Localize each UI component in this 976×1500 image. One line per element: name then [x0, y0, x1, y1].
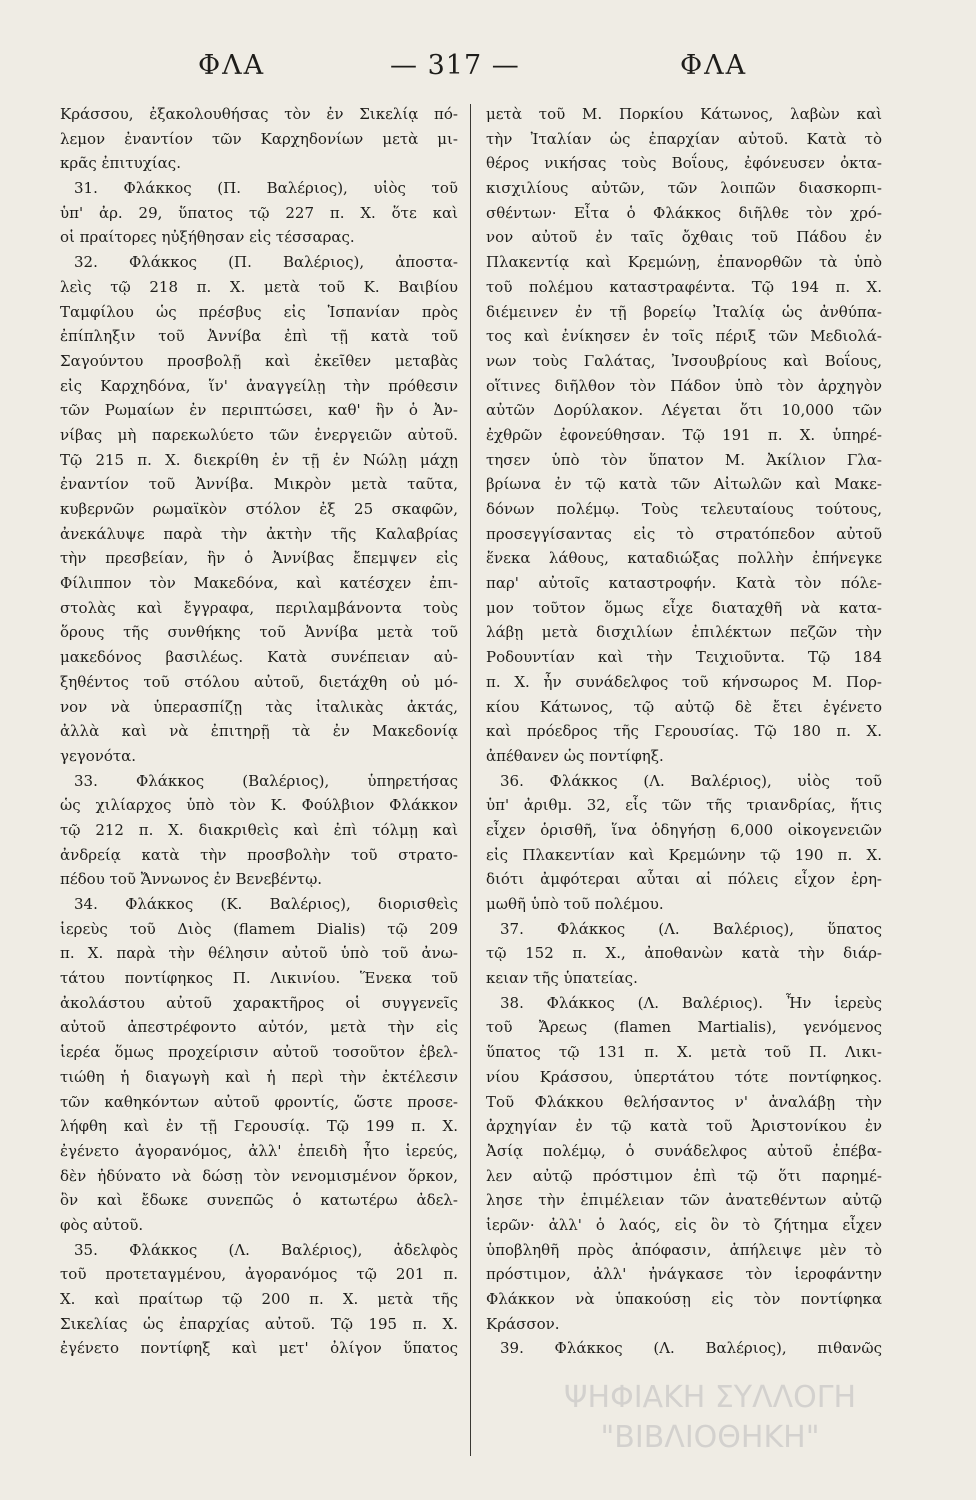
text-line: νίβας μὴ παρεκωλύετο τῶν ἐνεργειῶν αὐτοῦ. — [60, 425, 458, 444]
text-line: νον νὰ ὑπερασπίζῃ τὰς ἰταλικὰς ἀκτάς, — [60, 697, 458, 716]
text-line: ἕνεκα λάθους, καταδιώξας πολλὴν ἐπήνεγκε — [486, 549, 882, 568]
text-line: ἀνδρείᾳ κατὰ τὴν προσβολὴν τοῦ στρατο- — [60, 845, 458, 864]
text-line: π. Χ. παρὰ τὴν θέλησιν αὐτοῦ ὑπὸ τοῦ ἀνω- — [60, 944, 458, 963]
text-line: Πλακεντίᾳ καὶ Κρεμώνῃ, ἐπανορθῶν τὰ ὑπὸ — [486, 253, 882, 272]
text-line: 32. Φλάκκος (Π. Βαλέριος), ἀποστα- — [74, 253, 458, 272]
text-line: μακεδόνος βασιλέως. Κατὰ συνέπειαν αὐ- — [60, 648, 458, 667]
text-line: ἀνεκάλυψε παρὰ τὴν ἀκτὴν τῆς Καλαβρίας — [60, 524, 458, 543]
text-line: τὴν πρεσβείαν, ἣν ὁ Ἀννίβας ἔπεμψεν εἰς — [60, 549, 458, 568]
header-right-word: ΦΛΑ — [680, 50, 748, 81]
text-line: 31. Φλάκκος (Π. Βαλέριος), υἱὸς τοῦ — [74, 179, 458, 198]
text-line: μον τοῦτον ὅμως εἶχε διαταχθῆ νὰ κατα- — [486, 598, 882, 617]
text-line: κυβερνῶν ρωμαϊκὸν στόλον ἐξ 25 σκαφῶν, — [60, 500, 458, 518]
text-line: αὐτῶν Δορύλακον. Λέγεται ὅτι 10,000 τῶν — [486, 401, 882, 420]
text-line: ἐχθρῶν ἐφονεύθησαν. Τῷ 191 π. Χ. ὑπηρέ- — [486, 425, 882, 444]
text-line: λεν αὐτῷ πρόστιμον ἐπὶ τῷ ὅτι παρημέ- — [486, 1166, 882, 1185]
text-line: ὃν καὶ ἔδωκε συνεπῶς ὁ κατωτέρω ἀδελ- — [60, 1191, 458, 1210]
text-line: 33. Φλάκκος (Βαλέριος), ὑπηρετήσας — [74, 771, 458, 790]
text-line: τῶν καθηκόντων αὐτοῦ φροντίς, ὥστε προσε- — [60, 1092, 458, 1111]
text-line: τῷ 152 π. Χ., ἀποθανὼν κατὰ τὴν διάρ- — [486, 944, 882, 963]
text-line: ἀκολάστου αὐτοῦ χαρακτῆρος οἱ συγγενεῖς — [60, 993, 458, 1012]
page-header — [80, 50, 920, 96]
text-line: νον αὐτοῦ ἐν ταῖς ὄχθαις τοῦ Πάδου ἐν — [486, 228, 882, 247]
text-line: 38. Φλάκκος (Λ. Βαλέριος). Ἦν ἱερεὺς — [500, 993, 882, 1012]
text-line: ἐγένετο ἀγορανόμος, ἀλλ' ἐπειδὴ ἦτο ἱερεύς, — [60, 1141, 458, 1160]
text-line: δόνων πολέμῳ. Τοὺς τελευταίους τούτους, — [486, 500, 882, 518]
text-line: Κράσσον. — [486, 1314, 560, 1333]
text-line: κισχιλίους αὐτῶν, τῶν λοιπῶν διασκορπι- — [486, 179, 882, 198]
text-line: στολὰς καὶ ἔγγραφα, περιλαμβάνοντα τοὺς — [60, 598, 458, 617]
text-line: ἐγένετο ποντίφηξ καὶ μετ' ὀλίγον ὕπατος — [60, 1339, 458, 1358]
text-line: Σαγούντου προσβολῇ καὶ ἐκεῖθεν μεταβὰς — [60, 351, 458, 370]
text-line: ὑπ' ἀριθμ. 32, εἷς τῶν τῆς τριανδρίας, ἥτις — [486, 796, 882, 815]
text-line: λησε τὴν ἐπιμέλειαν τῶν ἀνατεθέντων αὐτῷ — [486, 1191, 882, 1210]
text-line: 36. Φλάκκος (Λ. Βαλέριος), υἱὸς τοῦ — [500, 771, 882, 790]
text-line: ξηθέντος τοῦ στόλου αὐτοῦ, διετάχθη οὐ μό- — [60, 672, 458, 691]
text-line: τοῦ προτεταγμένου, ἀγορανόμος τῷ 201 π. — [60, 1265, 458, 1284]
text-line: ἀρχηγίαν ἐν τῷ κατὰ τοῦ Ἀριστονίκου ἐν — [486, 1117, 882, 1136]
left-column — [60, 102, 458, 1472]
text-line: μετὰ τοῦ Μ. Πορκίου Κάτωνος, λαβὼν καὶ — [486, 105, 882, 123]
text-line: αὐτοῦ ἀπεστρέφοντο αὐτόν, μετὰ τὴν εἰς — [60, 1018, 458, 1037]
text-line: 35. Φλάκκος (Λ. Βαλέριος), ἀδελφὸς — [74, 1240, 458, 1259]
text-line: κίου Κάτωνος, τῷ αὐτῷ δὲ ἔτει ἐγένετο — [486, 697, 882, 716]
header-left-word: ΦΛΑ — [198, 50, 266, 81]
text-line: λάβῃ μετὰ δισχιλίων ἐπιλέκτων πεζῶν τὴν — [486, 623, 882, 642]
text-line: διότι ἀμφότεραι αὗται αἱ πόλεις εἶχον ἐρη- — [486, 870, 882, 889]
text-line: κρᾶς ἐπιτυχίας. — [60, 154, 181, 173]
text-line: τος καὶ ἐνίκησεν ἐν τοῖς πέριξ τῶν Μεδιολά- — [486, 327, 882, 346]
text-line: ἀλλὰ καὶ νὰ ἐπιτηρῇ τὰ ἐν Μακεδονίᾳ — [60, 722, 458, 741]
text-line: εἶχεν ὁρισθῆ, ἵνα ὁδηγήσῃ 6,000 οἰκογενειῶν — [486, 820, 882, 839]
text-line: φὸς αὐτοῦ. — [60, 1215, 144, 1234]
text-line: λεμον ἐναντίον τῶν Καρχηδονίων μετὰ μι- — [60, 129, 458, 148]
text-line: ἐπίπληξιν τοῦ Ἀννίβα ἐπὶ τῇ κατὰ τοῦ — [60, 327, 458, 346]
watermark-line-1: ΨΗΦΙΑΚΗ ΣΥΛΛΟΓΗ — [563, 1380, 857, 1415]
text-line: οἱ πραίτορες ηὐξήθησαν εἰς τέσσαρας. — [60, 228, 355, 247]
text-line: 34. Φλάκκος (Κ. Βαλέριος), διορισθεὶς — [74, 895, 458, 913]
text-line: λήφθη καὶ ἐν τῇ Γερουσίᾳ. Τῷ 199 π. Χ. — [60, 1117, 458, 1136]
text-line: ὅρους τῆς συνθήκης τοῦ Ἀννίβα μετὰ τοῦ — [60, 623, 458, 642]
text-line: 39. Φλάκκος (Λ. Βαλέριος), πιθανῶς — [500, 1339, 882, 1358]
text-line: Χ. καὶ πραίτωρ τῷ 200 π. Χ. μετὰ τῆς — [60, 1290, 458, 1308]
text-line: τιώθη ἡ διαγωγὴ καὶ ἡ περὶ τὴν ἐκτέλεσιν — [60, 1067, 458, 1086]
page-number: — 317 — — [390, 50, 520, 81]
text-line: τησεν ὑπὸ τὸν ὕπατον Μ. Ἀκίλιον Γλα- — [486, 450, 882, 469]
text-line: τῶν Ρωμαίων ἐν περιπτώσει, καθ' ἣν ὁ Ἀν- — [60, 401, 458, 420]
text-line: π. Χ. ἦν συνάδελφος τοῦ κήνσωρος Μ. Πορ- — [486, 672, 882, 691]
text-line: ἀπέθανεν ὡς ποντίφηξ. — [486, 746, 664, 765]
text-line: ὡς χιλίαρχος ὑπὸ τὸν Κ. Φούλβιον Φλάκκον — [60, 796, 458, 815]
text-line: τῷ 212 π. Χ. διακριθεὶς καὶ ἐπὶ τόλμῃ καὶ — [60, 820, 458, 839]
text-line: τὴν Ἰταλίαν ὡς ἐπαρχίαν αὐτοῦ. Κατὰ τὸ — [486, 129, 882, 148]
text-line: πρόστιμον, ἀλλ' ἠνάγκασε τὸν ἱεροφάντην — [486, 1265, 882, 1284]
text-line: πέδου τοῦ Ἄννωνος ἐν Βενεβέντῳ. — [60, 870, 323, 889]
text-line: Κράσσου, ἐξακολουθήσας τὸν ἐν Σικελίᾳ πό- — [60, 105, 458, 123]
text-line: προσεγγίσαντας εἰς τὸ στρατόπεδον αὐτοῦ — [486, 524, 882, 543]
text-line: ἱερεὺς τοῦ Διὸς (flamem Dialis) τῷ 209 — [60, 919, 458, 938]
column-divider — [470, 104, 471, 1456]
text-line: λεὶς τῷ 218 π. Χ. μετὰ τοῦ Κ. Βαιβίου — [60, 277, 458, 296]
text-line: οἵτινες διῆλθον τὸν Πάδον ὑπὸ τὸν ἀρχηγὸν — [486, 376, 882, 395]
text-line: εἰς Καρχηδόνα, ἵν' ἀναγγείλῃ τὴν πρόθεσιν — [60, 376, 458, 395]
text-line: θέρος νικήσας τοὺς Βοΐους, ἐφόνευσεν ὀκτα- — [486, 154, 882, 173]
text-line: Ροδουντίαν καὶ τὴν Τειχιοῦντα. Τῷ 184 — [486, 648, 882, 667]
text-line: κειαν τῆς ὑπατείας. — [486, 969, 638, 988]
right-column — [486, 102, 882, 1472]
text-line: ὕπατος τῷ 131 π. Χ. μετὰ τοῦ Π. Λικι- — [486, 1043, 882, 1062]
text-line: Τῷ 215 π. Χ. διεκρίθη ἐν τῇ ἐν Νώλῃ μάχῃ — [60, 450, 458, 469]
text-line: Φλάκκον νὰ ὑπακούσῃ εἰς τὸν ποντίφηκα — [486, 1290, 882, 1308]
text-line: Ἀσίᾳ πολέμῳ, ὁ συνάδελφος αὐτοῦ ἐπέβα- — [486, 1141, 882, 1160]
text-line: τάτου ποντίφηκος Π. Λικινίου. Ἕνεκα τοῦ — [60, 969, 458, 988]
text-line: ὑποβληθῆ πρὸς ἀπόφασιν, ἀπήλειψε μὲν τὸ — [486, 1240, 882, 1259]
text-line: ὑπ' ἀρ. 29, ὕπατος τῷ 227 π. Χ. ὅτε καὶ — [60, 203, 458, 222]
text-line: νίου Κράσσου, ὑπερτάτου τότε ποντίφηκος. — [486, 1067, 882, 1086]
text-line: Ταμφίλου ὡς πρέσβυς εἰς Ἱσπανίαν πρὸς — [60, 302, 458, 321]
text-line: διέμεινεν ἐν τῇ βορείῳ Ἰταλίᾳ ὡς ἀνθύπα- — [486, 302, 882, 321]
text-line: ἱερῶν· ἀλλ' ὁ λαός, εἰς ὃν τὸ ζήτημα εἶχεν — [486, 1215, 882, 1234]
text-line: σθέντων· Εἶτα ὁ Φλάκκος διῆλθε τὸν χρό- — [486, 203, 882, 222]
text-line: 37. Φλάκκος (Λ. Βαλέριος), ὕπατος — [500, 919, 882, 938]
text-line: δὲν ἠδύνατο νὰ δώσῃ τὸν νενομισμένον ὅρκον, — [60, 1166, 458, 1185]
text-line: βρίωνα ἐν τῷ κατὰ τῶν Αἰτωλῶν καὶ Μακε- — [486, 475, 882, 494]
text-line: ἱερέα ὅμως προχείρισιν αὐτοῦ τοσοῦτον ἐβελ- — [60, 1043, 458, 1062]
text-line: γεγονότα. — [60, 746, 137, 765]
text-line: μωθῆ ὑπὸ τοῦ πολέμου. — [486, 895, 664, 913]
text-line: τοῦ πολέμου καταστραφέντα. Τῷ 194 π. Χ. — [486, 277, 882, 296]
text-line: Φίλιππον τὸν Μακεδόνα, καὶ κατέσχεν ἐπι- — [60, 574, 458, 593]
text-line: τοῦ Ἄρεως (flamen Martialis), γενόμενος — [486, 1018, 882, 1037]
watermark-line-2: "ΒΙΒΛΙΟΘΗΚΗ" — [600, 1420, 820, 1455]
text-line: Σικελίας ὡς ἐπαρχίας αὐτοῦ. Τῷ 195 π. Χ. — [60, 1314, 458, 1333]
text-line: Τοῦ Φλάκκου θελήσαντος ν' ἀναλάβῃ τὴν — [486, 1092, 882, 1111]
text-line: νων τοὺς Γαλάτας, Ἰνσουβρίους καὶ Βοΐους, — [486, 351, 882, 370]
text-line: ἐναντίον τοῦ Ἀννίβα. Μικρὸν μετὰ ταῦτα, — [60, 475, 458, 494]
text-line: εἰς Πλακεντίαν καὶ Κρεμώνην τῷ 190 π. Χ. — [486, 845, 882, 864]
text-line: παρ' αὐτοῖς καταστροφήν. Κατὰ τὸν πόλε- — [486, 574, 882, 593]
text-line: καὶ πρόεδρος τῆς Γερουσίας. Τῷ 180 π. Χ. — [486, 722, 882, 741]
